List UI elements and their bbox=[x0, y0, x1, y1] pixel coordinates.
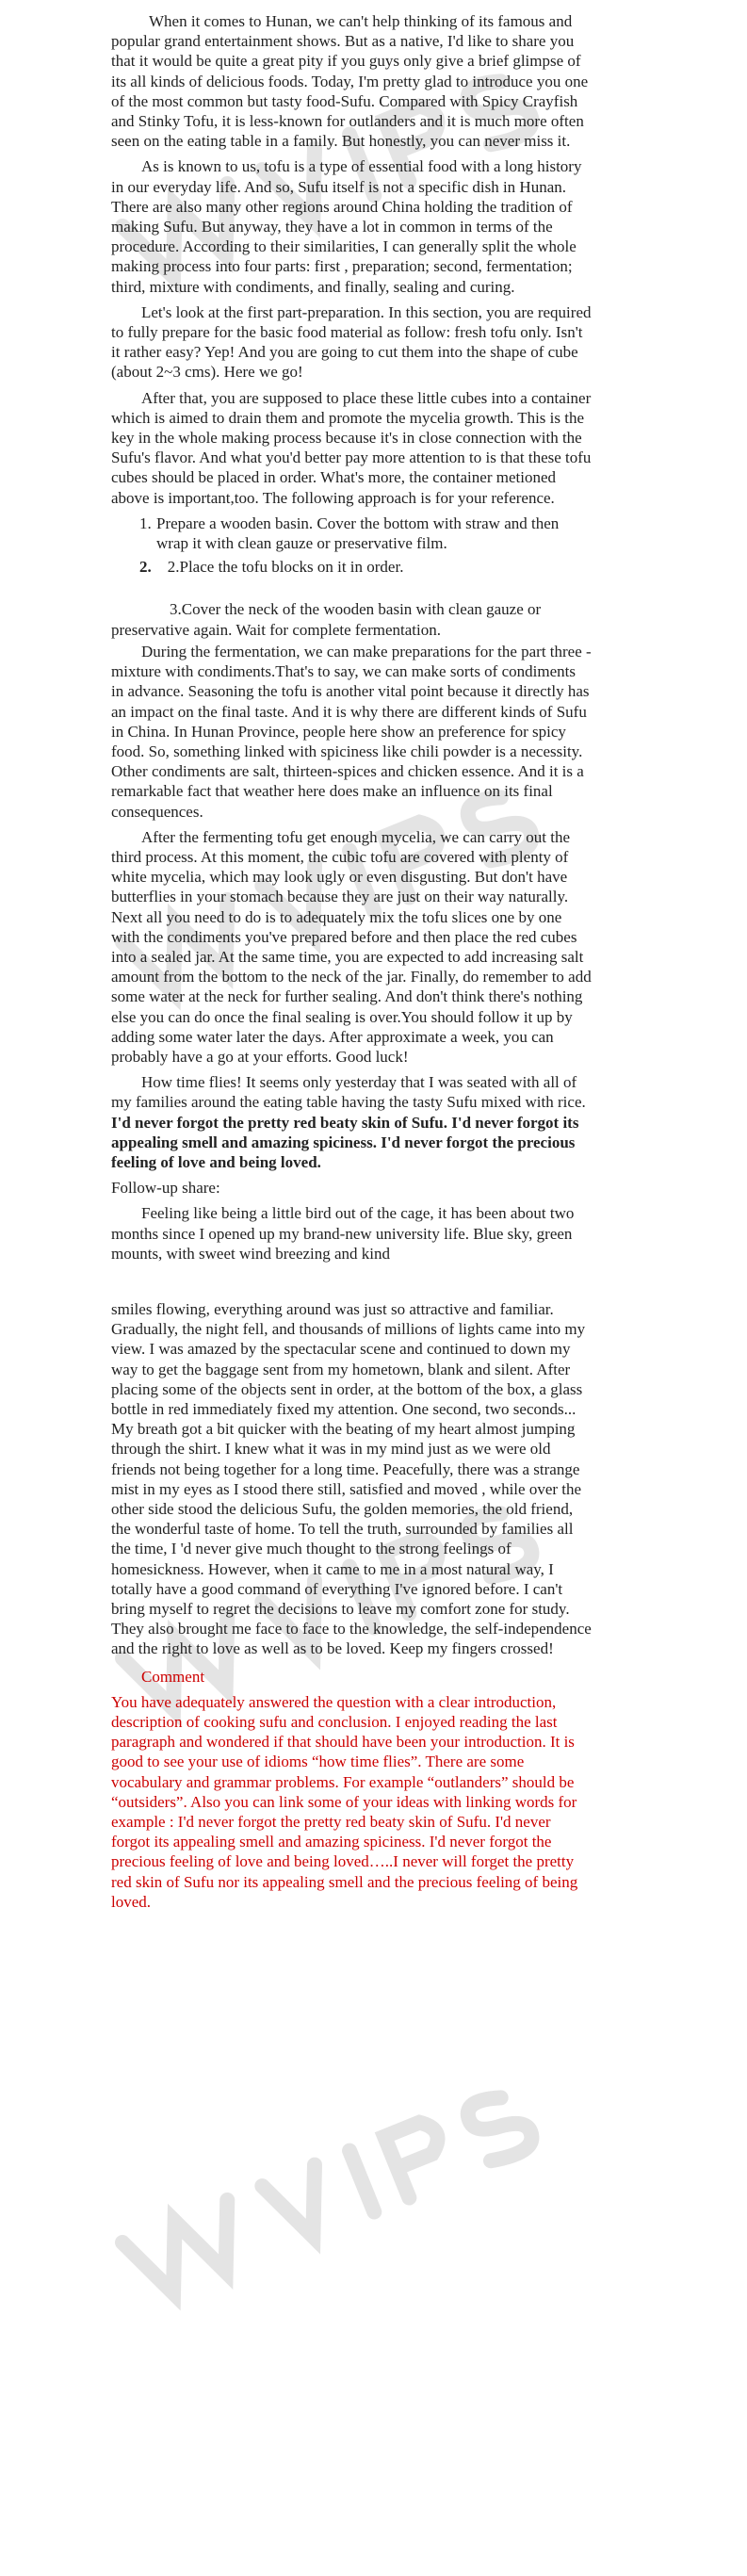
paragraph-followup-continued: smiles flowing, everything around was just so attractive and familiar. Gradually, the night fell, and thousands of millions of lights came into my view. I was amazed by the spectacular scene and continued to down my way to get the baggage sent from my hometown, blank and silent. After placing some of the objects sent in order, at the bottom of the box, a glass bottle in red immediately fixed my attention. One second, two seconds... My breath got a bit quicker with the beating of my heart almost jumping through the shirt. I knew what it was in my mind just as we were old friends not being together for a long time. Peacefully, there was a strange mist in my eyes as I stood there still, satisfied and moved , while over the other side stood the delicious Sufu, the golden memories, the old friend, the wonderful taste of home. To tell the truth, surrounded by families all the time, I 'd never give much thought to the strong feelings of homesickness. However, when it came to me in a most natural way, I totally have a good command of everything I've ignored before. I can't bring myself to regret the decisions to leave my comfort zone for study. They also brought me face to face to the knowledge, the self-independence and the right to love as well as to be loved. Keep my fingers crossed! bbox=[111, 1299, 592, 1658]
list-item-step-1 bbox=[111, 514, 592, 553]
essay-body bbox=[111, 11, 592, 1917]
watermark-logo-4 bbox=[122, 2085, 536, 2304]
paragraph-condiments: During the fermentation, we can make preparations for the part three - mixture with condiments.That's to say, we can make sorts of condiments in advance. Seasoning the tofu is another vital point because it directly has an impact on the final taste. And it is why there are different kinds of Sufu in China. In Hunan Province, people here show an preference for spicy food. So, something linked with spiciness like chili powder is a necessity. Other condiments are salt, thirteen-spices and chicken essence. And it is a remarkable fact that weather here does make an influence on its final consequences. bbox=[111, 642, 592, 821]
list-item-text: 2.Place the tofu blocks on it in order. bbox=[167, 558, 404, 577]
paragraph-container: After that, you are supposed to place these little cubes into a container which is aimed to drain them and promote the mycelia growth. This is the key in the whole making process because it's in close connection with the Sufu's flavor. And what you'd better pay more attention to is that these tofu cubes should be placed in order. What's more, the container metioned above is important,too. The following approach is for your reference. bbox=[111, 388, 592, 507]
follow-up-heading: Follow-up share: bbox=[111, 1179, 220, 1198]
paragraph-preparation: Let's look at the first part-preparation. In this section, you are required to fully prepare for the basic food material as follow: fresh tofu only. Isn't it rather easy? Yep! And you are going to cut them into the shape of cube (about 2~3 cms). Here we go! bbox=[111, 302, 592, 382]
paragraph-tofu-history: As is known to us, tofu is a type of essential food with a long history in our everyday life. And so, Sufu itself is not a specific dish in Hunan. There are also many other regions around China holding the tradition of making Sufu. But anyway, they have a lot in common in terms of the procedure. According to their similarities, I can generally split the whole making process into four parts: first , preparation; second, fermentation; third, mixture with condiments, and finally, sealing and curing. bbox=[111, 157, 582, 296]
paragraph-intro: When it comes to Hunan, we can't help thinking of its famous and popular grand entertainment shows. But as a native, I'd like to share you that it would be quite a great pity if you guys only give a brief glimpse of its all kinds of delicious foods. Today, I'm pretty glad to introduce you one of the most common but tasty food-Sufu. Compared with Spicy Crayfish and Stinky Tofu, it is less-known for outlanders and it is much more often seen on the eating table in a family. But honestly, you can never miss it. bbox=[111, 12, 589, 151]
comment-text: You have adequately answered the question with a clear introduction, description of cooking sufu and conclusion. I enjoyed reading the last paragraph and wondered if that should have been your introduction. It is good to see your use of idioms “how time flies”. There are some vocabulary and grammar problems. For example “outlanders” should be “outsiders”. Also you can link some of your ideas with linking words for example : I'd never forgot the pretty red beaty skin of Sufu. I'd never forgot its appealing smell and amazing spiciness. I'd never forgot the precious feeling of love and being loved…..I never will forget the pretty red skin of Sufu nor its appealing smell and the precious feeling of being loved. bbox=[111, 1692, 578, 1911]
list-item-step-3: 3.Cover the neck of the wooden basin with clean gauze or preservative again. Wait for complete fermentation. bbox=[111, 600, 542, 639]
paragraph-bold-text: I'd never forgot the pretty red beaty skin of Sufu. I'd never forgot its appealing smell and amazing spiciness. I'd never forgot the precious feeling of love and being loved. bbox=[111, 1113, 579, 1171]
paragraph-time-flies bbox=[111, 1072, 592, 1172]
paragraph-mixture: After the fermenting tofu get enough mycelia, we can carry out the third process. At this moment, the cubic tofu are covered with plenty of white mycelia, which may look ugly or even disgusting. But don't have butterflies in your stomach because they are just on their way naturally. Next all you need to do is to adequately mix the tofu slices one by one with the condiments you've prepared before and then place the red cubes into a sealed jar. At the same time, you are expected to add increasing salt amount from the bottom to the neck of the jar. Finally, do remember to add some water at the neck for further sealing. And don't think there's nothing else you can do once the final sealing is over.You should follow it up by adding some water later the days. After approximate a week, you can probably have a go at your efforts. Good luck! bbox=[111, 827, 592, 1066]
spacer bbox=[111, 1269, 592, 1299]
list-number: 1. bbox=[139, 514, 152, 532]
list-item-text: Prepare a wooden basin. Cover the bottom with straw and then wrap it with clean gauze or preservative film. bbox=[156, 514, 560, 553]
paragraph-text: How time flies! It seems only yesterday that I was seated with all of my families around the eating table having the tasty Sufu mixed with rice. bbox=[111, 1073, 586, 1112]
list-item-step-2 bbox=[139, 557, 592, 577]
paragraph-followup-start: Feeling like being a little bird out of the cage, it has been about two months since I opened up my brand-new university life. Blue sky, green mounts, with sweet wind breezing and kind bbox=[111, 1204, 575, 1263]
list-number: 2. bbox=[139, 558, 152, 577]
comment-heading: Comment bbox=[141, 1667, 205, 1686]
